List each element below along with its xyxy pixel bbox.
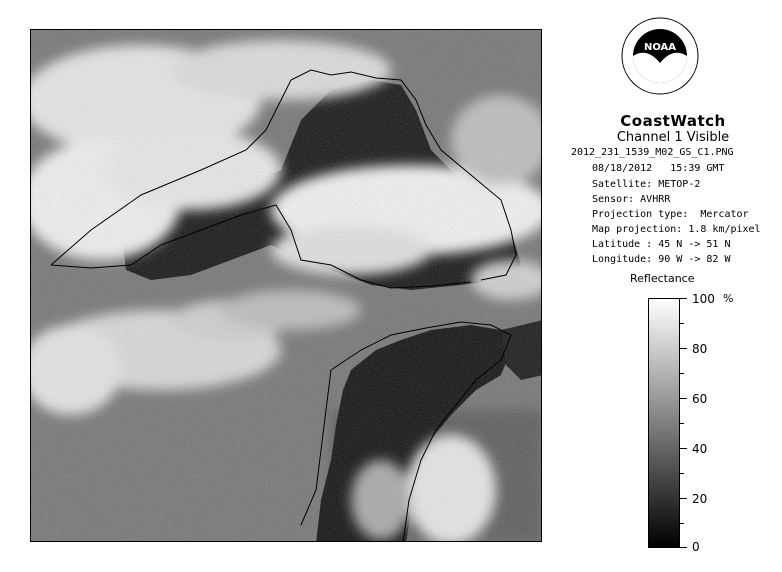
satellite-map <box>30 29 542 542</box>
colorbar-label: 100 <box>692 292 715 306</box>
latitude-range: Latitude : 45 N -> 51 N <box>592 239 731 250</box>
satellite-name: Satellite: METOP-2 <box>592 179 701 190</box>
colorbar-tick <box>680 547 687 548</box>
colorbar-label: 80 <box>692 342 708 356</box>
acquisition-datetime: 08/18/2012 15:39 GMT <box>592 163 725 174</box>
colorbar-label: 20 <box>692 492 708 506</box>
colorbar-tick <box>680 298 687 299</box>
sensor-name: Sensor: AVHRR <box>592 194 671 205</box>
colorbar-tick <box>680 323 684 324</box>
longitude-range: Longitude: 90 W -> 82 W <box>592 254 731 265</box>
projection-type: Projection type: Mercator <box>592 209 749 220</box>
colorbar-tick <box>680 498 687 499</box>
image-filename: 2012_231_1539_M02_GS_C1.PNG <box>571 147 734 158</box>
channel-label: Channel 1 Visible <box>616 130 730 145</box>
noaa-logo-text: NOAA <box>643 42 677 53</box>
colorbar-tick <box>680 373 684 374</box>
noaa-logo <box>621 17 699 95</box>
legend-units: % <box>723 292 734 305</box>
reflectance-colorbar <box>648 298 680 548</box>
app-title: CoastWatch <box>620 112 726 130</box>
colorbar-label: 0 <box>692 540 700 554</box>
colorbar-tick <box>680 523 684 524</box>
legend-title: Reflectance <box>630 272 695 285</box>
colorbar-tick <box>680 348 687 349</box>
colorbar-tick <box>680 448 687 449</box>
colorbar-tick <box>680 423 684 424</box>
colorbar-label: 40 <box>692 442 708 456</box>
satellite-image <box>31 30 542 542</box>
colorbar-tick <box>680 473 684 474</box>
colorbar-label: 60 <box>692 392 708 406</box>
colorbar-tick <box>680 398 687 399</box>
map-projection: Map projection: 1.8 km/pixel <box>592 224 761 235</box>
